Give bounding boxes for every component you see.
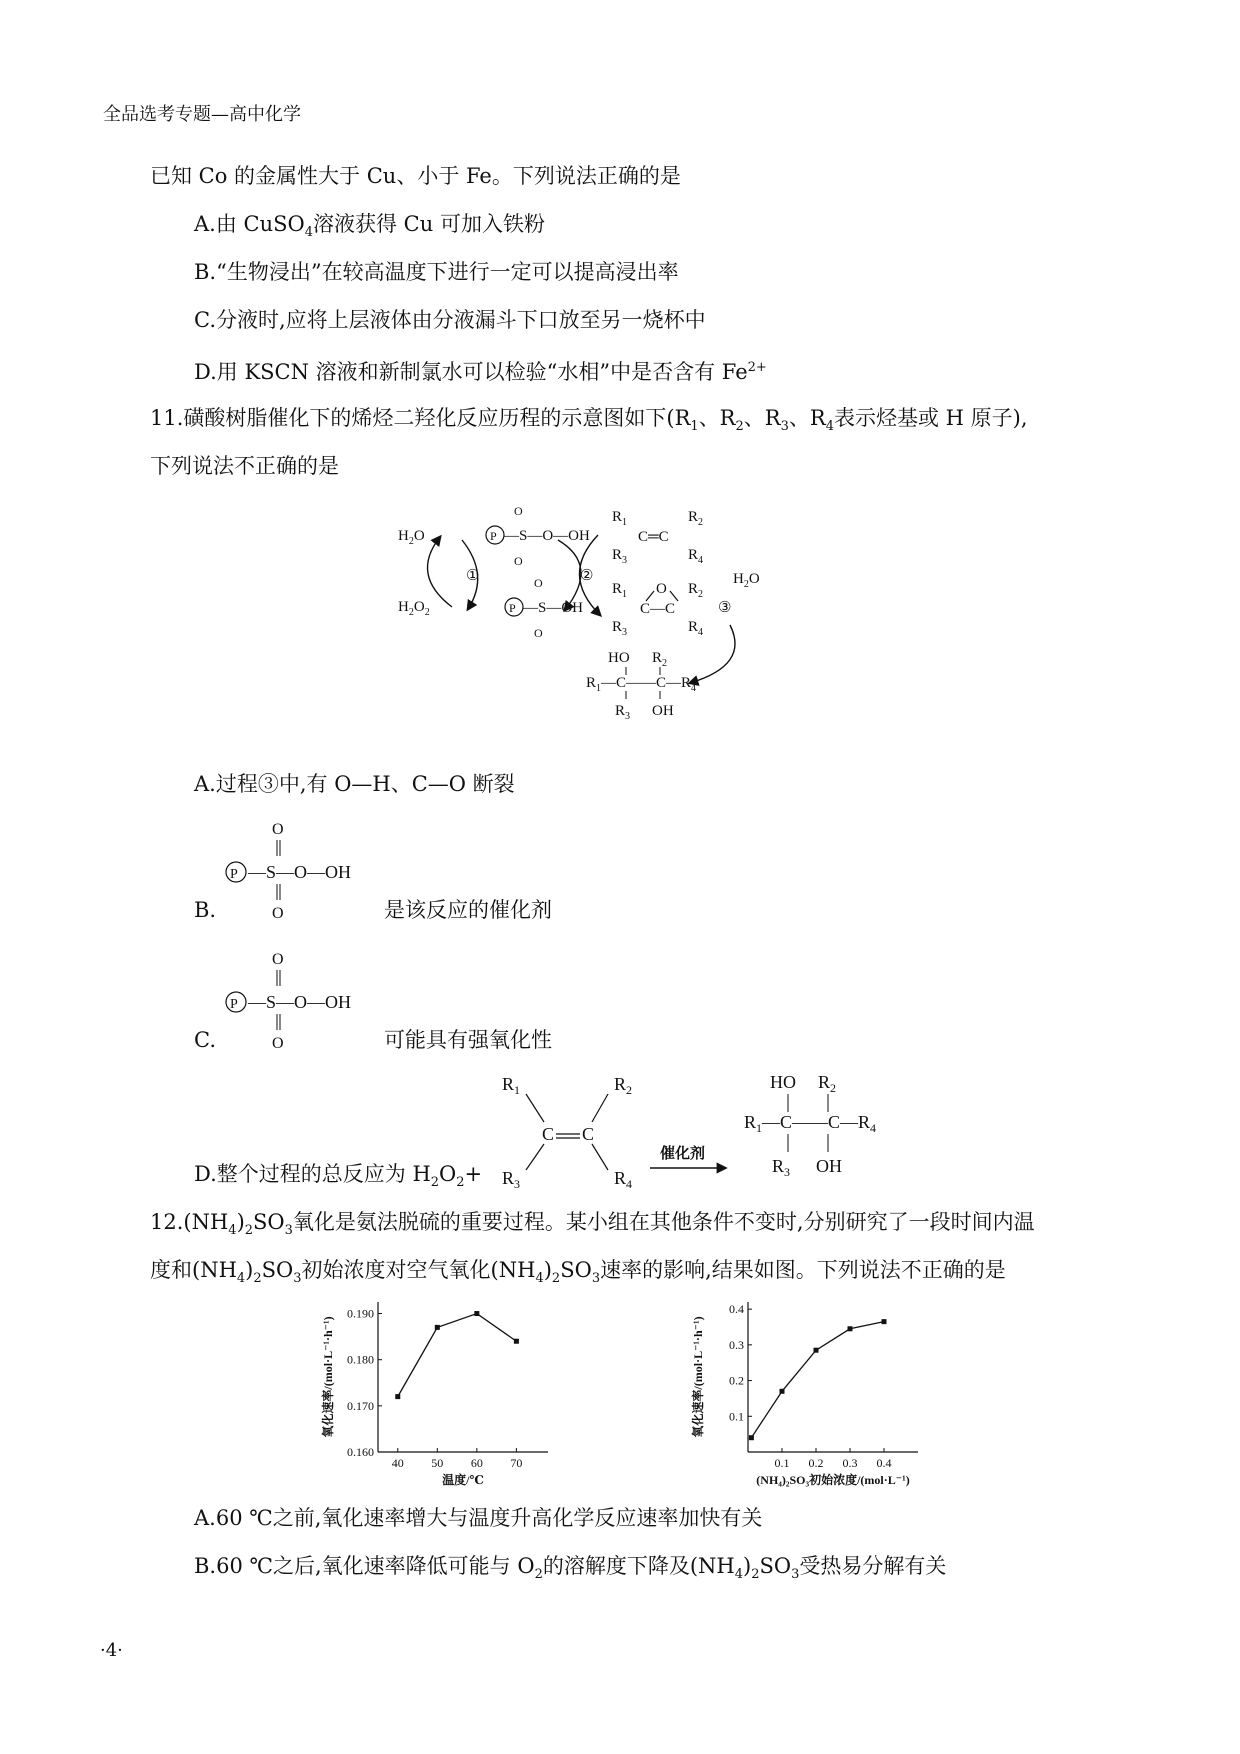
svg-text:R2: $R_2$ bbox=[652, 650, 668, 669]
svg-text:R2: $R_2$ bbox=[614, 1074, 633, 1097]
data-point bbox=[848, 1326, 853, 1331]
data-point bbox=[814, 1348, 819, 1353]
y-tick-label: 0.4 bbox=[729, 1302, 744, 1317]
page-number: ·4· bbox=[100, 1640, 123, 1661]
q11-stem-line2: 下列说法不正确的是 bbox=[150, 454, 339, 478]
diol-structure bbox=[586, 650, 696, 722]
svg-text:O: O bbox=[272, 1035, 284, 1052]
h2o2-reactant-label: $H_2O_2$ bbox=[398, 599, 430, 618]
svg-text:C═C: C═C bbox=[638, 529, 669, 545]
x-axis-label: (NH₄)₂SO₃初始浓度/(mol·L⁻¹) bbox=[756, 1473, 910, 1487]
page-header: 全品选考专题—高中化学 bbox=[103, 104, 301, 125]
y-axis-label: 氧化速率/(mol·L⁻¹·h⁻¹) bbox=[691, 1316, 705, 1438]
series-line bbox=[751, 1322, 884, 1438]
svg-text:O: O bbox=[514, 554, 523, 568]
series-line bbox=[398, 1314, 517, 1397]
y-tick-label: 0.170 bbox=[347, 1398, 374, 1413]
svg-text:R2: $R_2$ bbox=[688, 581, 704, 600]
step2-label: ② bbox=[580, 568, 594, 584]
data-point bbox=[882, 1319, 887, 1324]
svg-text:P: P bbox=[230, 867, 238, 882]
svg-text:—S—O—OH: —S—O—OH bbox=[248, 992, 352, 1012]
svg-text:OH: OH bbox=[652, 703, 674, 719]
svg-text:—S—O—OH: —S—O—OH bbox=[248, 862, 352, 882]
svg-text:C—C: C—C bbox=[640, 601, 676, 617]
svg-text:R1: $R_1$ bbox=[612, 509, 628, 528]
catalyst-label: 催化剂 bbox=[660, 1146, 706, 1162]
q10-option-a: A.由 CuSO$_4$溶液获得 Cu 可加入铁粉 bbox=[194, 212, 545, 241]
y-tick-label: 0.180 bbox=[347, 1352, 374, 1367]
svg-text:R1: $R_1$ bbox=[502, 1074, 521, 1097]
q10-stem: 已知 Co 的金属性大于 Cu、小于 Fe。下列说法正确的是 bbox=[150, 164, 681, 188]
svg-text:R2: $R_2$ bbox=[688, 509, 704, 528]
q10-option-b: B.“生物浸出”在较高温度下进行一定可以提高浸出率 bbox=[194, 260, 679, 284]
x-tick-label: 60 bbox=[470, 1456, 483, 1470]
svg-text:R3: $R_3$ bbox=[502, 1168, 521, 1190]
svg-text:P: P bbox=[509, 601, 516, 615]
svg-text:O: O bbox=[534, 626, 543, 640]
svg-text:O: O bbox=[534, 576, 543, 590]
svg-text:R3: $R_3$ bbox=[615, 703, 631, 722]
q11-option-c-structure bbox=[222, 940, 392, 1060]
svg-text:R4: $R_4$ bbox=[688, 547, 704, 566]
q12-stem-line2: 度和$(NH_4)_2SO_3$初始浓度对空气氧化$(NH_4)_2SO_3$速率的影响,结果如图。下列说法不正确的是 bbox=[150, 1258, 1006, 1287]
svg-text:R2: $R_2$ bbox=[818, 1072, 837, 1095]
x-axis-label: 温度/℃ bbox=[442, 1473, 484, 1487]
svg-text:C: C bbox=[542, 1124, 555, 1144]
resin-p-label-top: P bbox=[490, 529, 497, 543]
svg-text:O: O bbox=[272, 905, 284, 922]
data-point bbox=[749, 1435, 754, 1440]
epoxide-structure bbox=[612, 581, 703, 638]
svg-text:HO: HO bbox=[770, 1072, 796, 1092]
q12-stem-line1: $12.(NH_4)_2SO_3$氧化是氨法脱硫的重要过程。某小组在其他条件不变时,分别研究了一段时间内温 bbox=[150, 1210, 1035, 1239]
x-tick-label: 0.2 bbox=[808, 1456, 824, 1470]
svg-text:O: O bbox=[272, 821, 284, 838]
svg-text:O: O bbox=[514, 504, 523, 518]
y-tick-label: 0.190 bbox=[347, 1306, 374, 1321]
q11-option-c-text: 可能具有强氧化性 bbox=[384, 1028, 552, 1052]
q11-option-b-structure bbox=[222, 810, 392, 930]
svg-text:R4: $R_4$ bbox=[614, 1168, 633, 1190]
q11-option-a: A.过程③中,有 O—H、C—O 断裂 bbox=[194, 772, 515, 796]
sulfonic-acid-formula: —S—OH bbox=[523, 600, 584, 616]
x-tick-label: 70 bbox=[510, 1456, 523, 1470]
svg-text:P: P bbox=[230, 997, 238, 1012]
data-point bbox=[474, 1311, 479, 1316]
step1-arc-left bbox=[428, 537, 453, 607]
svg-text:HO: HO bbox=[608, 650, 630, 666]
chart-temperature-vs-rate bbox=[310, 1292, 570, 1488]
svg-text:C: C bbox=[582, 1124, 595, 1144]
data-point bbox=[435, 1325, 440, 1330]
q11-option-d-equation bbox=[490, 1060, 910, 1190]
y-tick-label: 0.2 bbox=[729, 1373, 744, 1388]
svg-text:O: O bbox=[656, 581, 667, 597]
y-axis-label: 氧化速率/(mol·L⁻¹·h⁻¹) bbox=[321, 1316, 335, 1438]
q11-option-c-label: C. bbox=[194, 1028, 216, 1052]
svg-text:R1: $R_1$ bbox=[612, 581, 628, 600]
svg-text:R4: $R_4$ bbox=[688, 619, 704, 638]
x-tick-label: 0.1 bbox=[774, 1456, 790, 1470]
chart-concentration-vs-rate bbox=[680, 1292, 940, 1488]
svg-text:R3: $R_3$ bbox=[612, 619, 628, 638]
q10-option-d: D.用 KSCN 溶液和新制氯水可以检验“水相”中是否含有 $Fe^{2+}$ bbox=[194, 360, 767, 384]
step1-label: ① bbox=[466, 568, 480, 584]
q10-option-c: C.分液时,应将上层液体由分液漏斗下口放至另一烧杯中 bbox=[194, 308, 706, 332]
x-tick-label: 50 bbox=[431, 1456, 444, 1470]
q11-stem-line1: 11.磺酸树脂催化下的烯烃二羟化反应历程的示意图如下($R_1$、$R_2$、$R_3$、$R_4$表示烃基或 H 原子), bbox=[150, 406, 1028, 435]
y-tick-label: 0.3 bbox=[729, 1337, 744, 1352]
data-point bbox=[514, 1339, 519, 1344]
svg-text:R1—C——C—R4: $R_1—C——C—R_4$ bbox=[586, 675, 697, 694]
h2o-product-label: $H_2O$ bbox=[398, 528, 425, 547]
svg-text:R1—C——C—R4: $R_1—C——C—R_4$ bbox=[744, 1112, 877, 1135]
q12-option-a: A.60 ℃之前,氧化速率增大与温度升高化学反应速率加快有关 bbox=[194, 1506, 763, 1530]
y-tick-label: 0.160 bbox=[347, 1445, 374, 1459]
x-tick-label: 0.3 bbox=[842, 1456, 858, 1470]
peroxyacid-formula: —S—O—OH bbox=[504, 528, 590, 544]
y-tick-label: 0.1 bbox=[729, 1409, 744, 1424]
alkene-structure bbox=[612, 509, 703, 566]
svg-text:R3: $R_3$ bbox=[612, 547, 628, 566]
x-tick-label: 0.4 bbox=[876, 1456, 892, 1470]
h2o-reactant-step3: $H_2O$ bbox=[733, 571, 760, 590]
q11-option-b-label: B. bbox=[194, 898, 217, 922]
q11-option-b-text: 是该反应的催化剂 bbox=[384, 898, 552, 922]
reaction-mechanism-diagram bbox=[390, 495, 870, 745]
svg-text:R3: $R_3$ bbox=[772, 1156, 791, 1179]
svg-text:OH: OH bbox=[816, 1156, 842, 1176]
data-point bbox=[780, 1389, 785, 1394]
q11-option-d: D.整个过程的总反应为 $H_2O_2+$ bbox=[194, 1162, 483, 1191]
data-point bbox=[395, 1394, 400, 1399]
x-tick-label: 40 bbox=[391, 1456, 404, 1470]
step3-label: ③ bbox=[718, 600, 732, 616]
svg-text:O: O bbox=[272, 951, 284, 968]
q12-option-b: B.60 ℃之后,氧化速率降低可能与 $O_2$的溶解度下降及$(NH_4)_2SO_3$受热易分解有关 bbox=[194, 1554, 947, 1583]
